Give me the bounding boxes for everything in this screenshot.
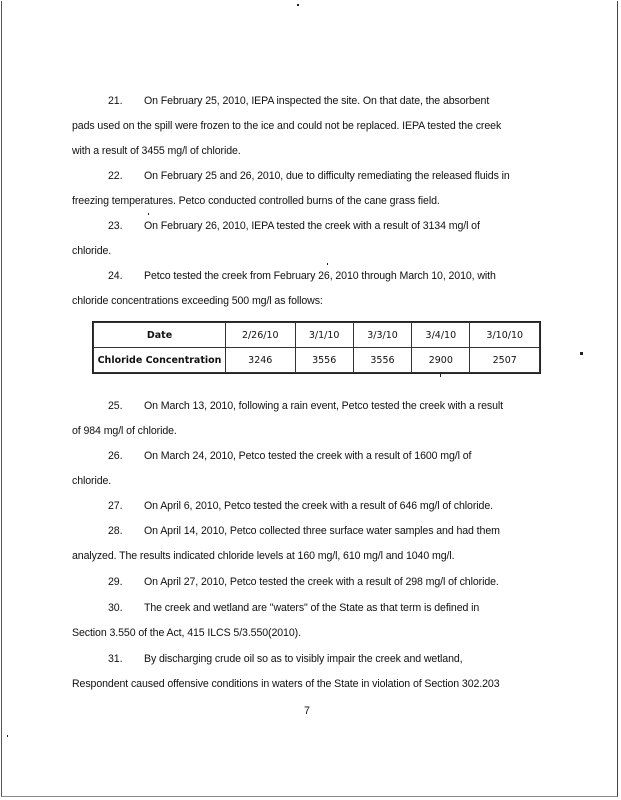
paragraph-text: On February 26, 2010, IEPA tested the creek with a result of 3134 mg/l of (144, 220, 480, 232)
scan-speck (580, 352, 583, 355)
paragraph-21-line-1 (72, 95, 489, 107)
table-date-cell: 2/26/10 (226, 323, 296, 348)
paragraph-31-line-2: Respondent caused offensive conditions in waters of the State in violation of Section 302.203 (72, 678, 500, 690)
table-value-cell: 2507 (470, 348, 540, 373)
paragraph-number: 28. (108, 525, 123, 537)
table-value-cell: 3556 (295, 348, 353, 373)
paragraph-31-line-1 (72, 653, 463, 665)
paragraph-text: By discharging crude oil so as to visibly impair the creek and wetland, (144, 653, 463, 665)
paragraph-30-line-2: Section 3.550 of the Act, 415 ILCS 5/3.550(2010). (72, 627, 301, 639)
table-row (94, 348, 540, 373)
paragraph-24-line-2: chloride concentrations exceeding 500 mg/l as follows: (72, 295, 323, 307)
paragraph-text: On April 6, 2010, Petco tested the creek with a result of 646 mg/l of chloride. (144, 500, 493, 512)
table-value-cell: 3556 (353, 348, 411, 373)
paragraph-28-line-1 (72, 525, 500, 537)
paragraph-29-line-1 (72, 576, 499, 588)
paragraph-23-line-2: chloride. (72, 245, 112, 257)
paragraph-27-line-1 (72, 500, 493, 512)
table-date-cell: 3/10/10 (470, 323, 540, 348)
paragraph-number: 23. (108, 220, 123, 232)
paragraph-25-line-2: of 984 mg/l of chloride. (72, 425, 177, 437)
paragraph-26-line-2: chloride. (72, 475, 112, 487)
paragraph-number: 29. (108, 576, 123, 588)
paragraph-22-line-1 (72, 170, 510, 182)
paragraph-number: 25. (108, 400, 123, 412)
chloride-table (92, 321, 541, 374)
paragraph-text: Petco tested the creek from February 26, 2010 through March 10, 2010, with (144, 270, 496, 282)
paragraph-number: 22. (108, 170, 123, 182)
paragraph-number: 31. (108, 653, 123, 665)
paragraph-text: On March 24, 2010, Petco tested the creek with a result of 1600 mg/l of (144, 450, 472, 462)
scan-speck (327, 263, 328, 265)
paragraph-21-line-3: with a result of 3455 mg/l of chloride. (72, 145, 241, 157)
table-row (94, 323, 540, 348)
paragraph-number: 30. (108, 602, 123, 614)
paragraph-28-line-2: analyzed. The results indicated chloride levels at 160 mg/l, 610 mg/l and 1040 mg/l. (72, 550, 455, 562)
paragraph-text: On February 25, 2010, IEPA inspected the site. On that date, the absorbent (144, 95, 490, 107)
paragraph-text: On February 25 and 26, 2010, due to difficulty remediating the released fluids in (144, 170, 510, 182)
paragraph-21-line-2: pads used on the spill were frozen to the ice and could not be replaced. IEPA tested the creek (72, 120, 502, 132)
table-value-cell: 2900 (412, 348, 470, 373)
table-header-cell: Date (94, 323, 226, 348)
scan-speck (7, 735, 8, 737)
paragraph-25-line-1 (72, 400, 503, 412)
paragraph-number: 27. (108, 500, 123, 512)
paragraph-26-line-1 (72, 450, 471, 462)
paragraph-text: On April 27, 2010, Petco tested the creek with a result of 298 mg/l of chloride. (144, 576, 499, 588)
paragraph-24-line-1 (72, 270, 496, 282)
paragraph-text: On April 14, 2010, Petco collected three surface water samples and had them (144, 525, 500, 537)
table-row-label-cell: Chloride Concentration (94, 348, 226, 373)
table-date-cell: 3/1/10 (295, 323, 353, 348)
paragraph-30-line-1 (72, 602, 479, 614)
paragraph-number: 21. (108, 95, 123, 107)
table-value-cell: 3246 (226, 348, 296, 373)
scan-speck (440, 374, 441, 377)
table-date-cell: 3/3/10 (353, 323, 411, 348)
paragraph-23-line-1 (72, 220, 480, 232)
paragraph-text: On March 13, 2010, following a rain event, Petco tested the creek with a result (144, 400, 503, 412)
paragraph-text: The creek and wetland are "waters" of the State as that term is defined in (144, 602, 480, 614)
scan-speck (297, 4, 299, 6)
scan-speck (148, 213, 149, 215)
page-number: 7 (304, 705, 310, 717)
table-date-cell: 3/4/10 (412, 323, 470, 348)
paragraph-number: 26. (108, 450, 123, 462)
paragraph-number: 24. (108, 270, 123, 282)
paragraph-22-line-2: freezing temperatures. Petco conducted controlled burns of the cane grass field. (72, 195, 440, 207)
